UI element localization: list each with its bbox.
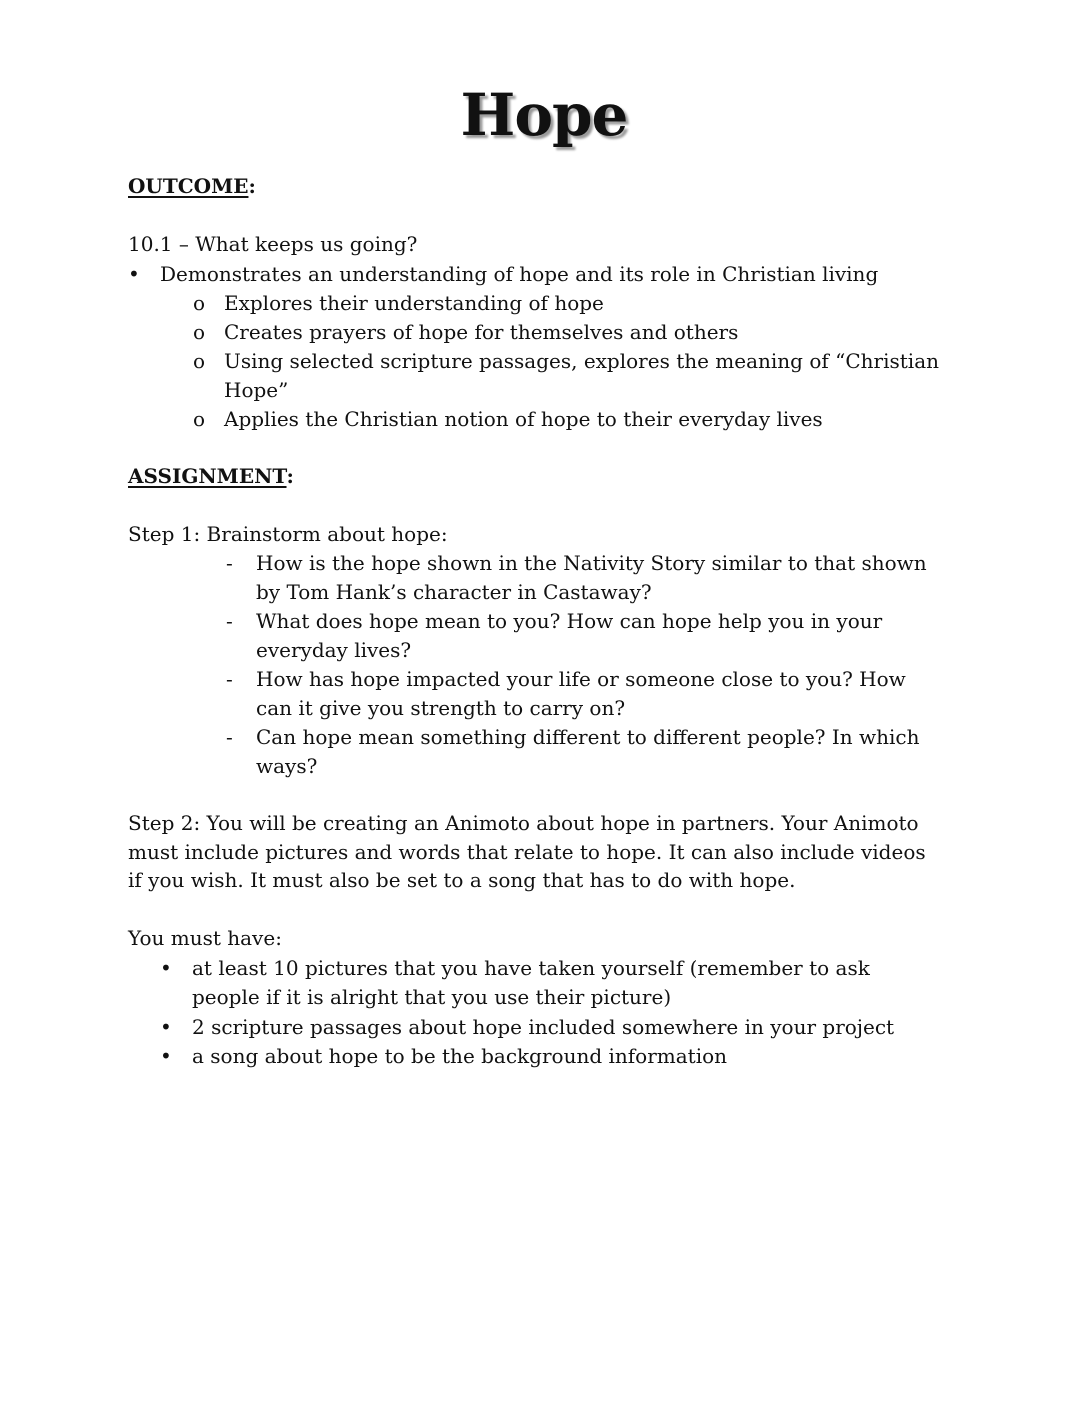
- requirement-bullet-marker: •: [160, 1044, 172, 1068]
- page-title: Hope: [460, 81, 628, 149]
- step1-question-continued: ways?: [256, 754, 318, 778]
- step1-question: How is the hope shown in the Nativity Story similar to that shown: [256, 551, 927, 575]
- step2-line: must include pictures and words that relate to hope. It can also include videos: [128, 840, 926, 864]
- step1-question: What does hope mean to you? How can hope help you in your: [256, 609, 883, 633]
- requirement-item-continued: people if it is alright that you use their picture): [192, 985, 672, 1009]
- step1-question: Can hope mean something different to different people? In which: [256, 725, 920, 749]
- outcome-sub-marker: o: [193, 349, 206, 373]
- step1-question-continued: by Tom Hank’s character in Castaway?: [256, 580, 652, 604]
- requirement-bullet-marker: •: [160, 1015, 172, 1039]
- outcome-sub-marker: o: [193, 407, 206, 431]
- outcome-sub-item: Creates prayers of hope for themselves and others: [224, 320, 739, 344]
- outcome-sub-marker: o: [193, 320, 206, 344]
- step2-line: Step 2: You will be creating an Animoto about hope in partners. Your Animoto: [128, 811, 919, 835]
- step1-dash-marker: -: [226, 551, 233, 575]
- requirement-item: 2 scripture passages about hope included somewhere in your project: [192, 1015, 895, 1039]
- outcome-heading: [128, 172, 256, 201]
- outcome-sub-item: Applies the Christian notion of hope to their everyday lives: [224, 407, 823, 431]
- assignment-heading-colon: :: [286, 464, 294, 488]
- requirement-item: at least 10 pictures that you have taken yourself (remember to ask: [192, 956, 870, 980]
- outcome-bullet-marker: •: [128, 262, 140, 286]
- outcome-sub-item: Using selected scripture passages, explores the meaning of “Christian: [224, 349, 940, 373]
- outcome-code-line: 10.1 – What keeps us going?: [128, 232, 418, 256]
- requirement-item: a song about hope to be the background information: [192, 1044, 728, 1068]
- step1-dash-marker: -: [226, 667, 233, 691]
- outcome-bullet-text: Demonstrates an understanding of hope and its role in Christian living: [160, 262, 879, 286]
- step2-line: if you wish. It must also be set to a song that has to do with hope.: [128, 868, 796, 892]
- requirement-bullet-marker: •: [160, 956, 172, 980]
- requirements-intro: You must have:: [128, 926, 282, 950]
- outcome-sub-item-continued: Hope”: [224, 378, 289, 402]
- step1-question-continued: can it give you strength to carry on?: [256, 696, 626, 720]
- step1-intro: Step 1: Brainstorm about hope:: [128, 522, 448, 546]
- outcome-heading-colon: :: [248, 174, 256, 198]
- outcome-sub-marker: o: [193, 291, 206, 315]
- step1-question: How has hope impacted your life or someone close to you? How: [256, 667, 906, 691]
- step1-question-continued: everyday lives?: [256, 638, 412, 662]
- assignment-heading-text: ASSIGNMENT: [128, 464, 287, 488]
- assignment-heading: [128, 462, 294, 491]
- outcome-sub-item: Explores their understanding of hope: [224, 291, 604, 315]
- outcome-heading-text: OUTCOME: [128, 174, 249, 198]
- step1-dash-marker: -: [226, 725, 233, 749]
- step1-dash-marker: -: [226, 609, 233, 633]
